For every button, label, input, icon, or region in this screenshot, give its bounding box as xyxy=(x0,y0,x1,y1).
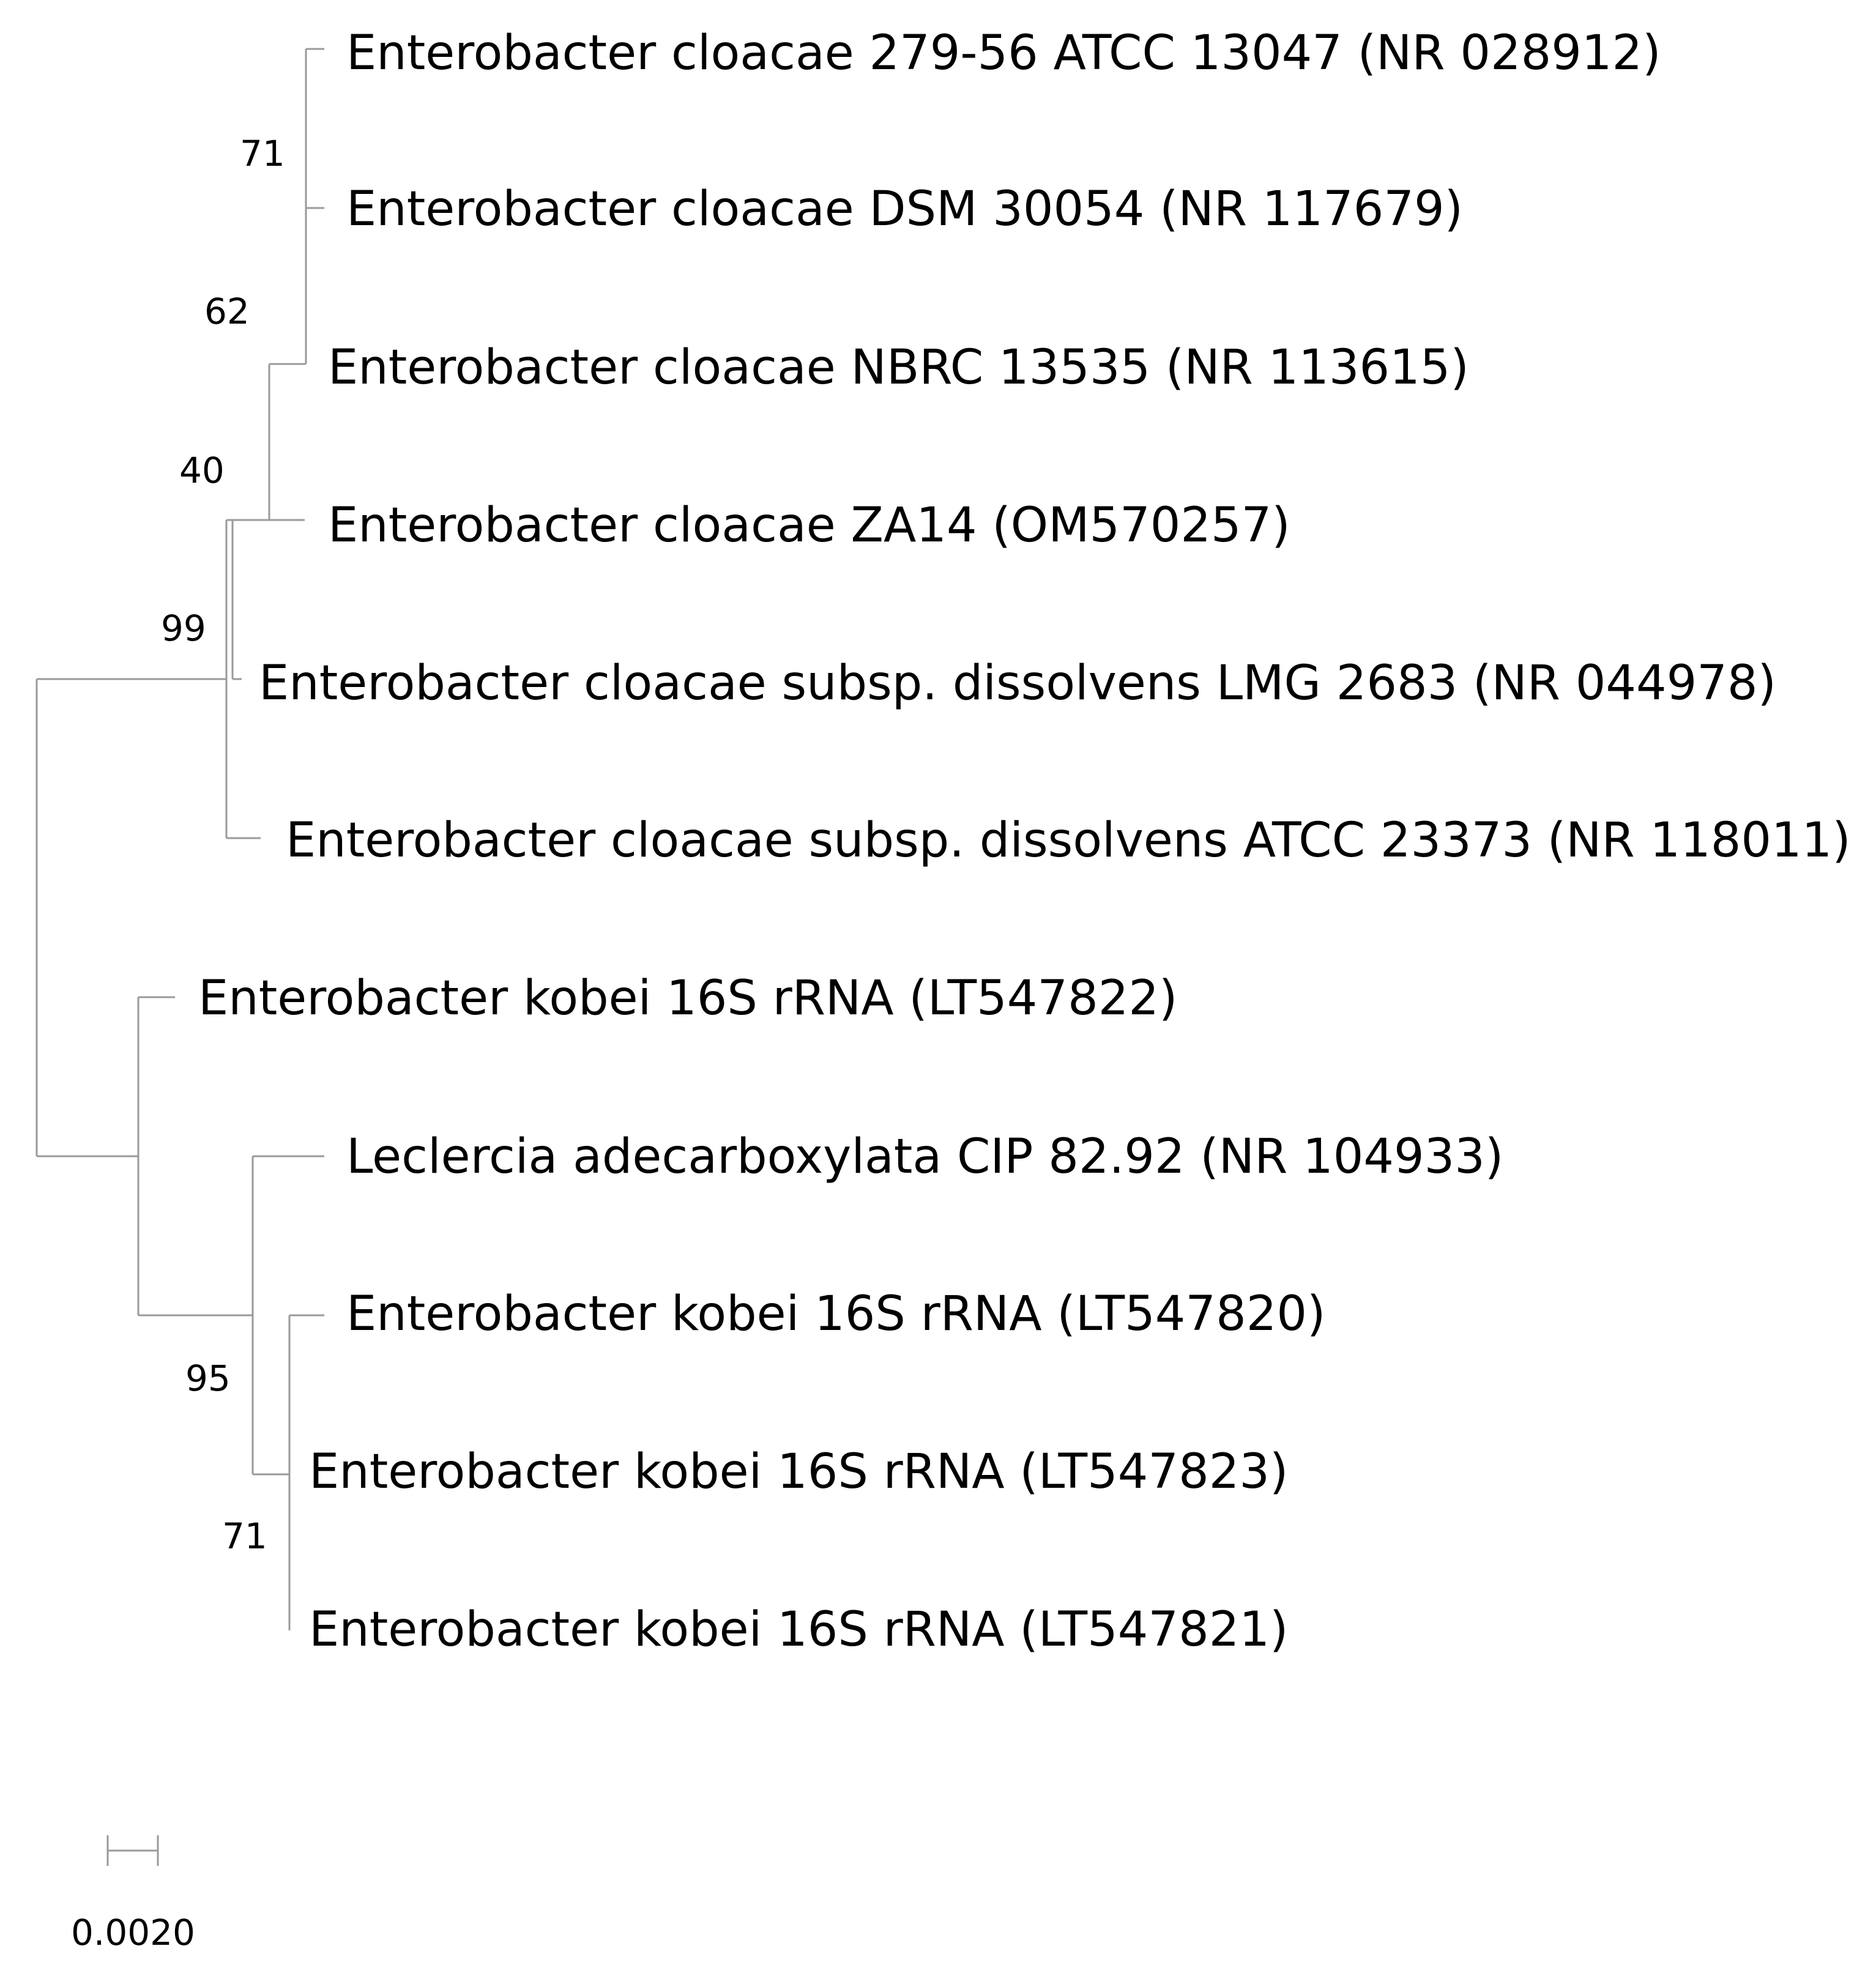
bootstrap-value: 99 xyxy=(161,607,206,649)
scale-bar-label: 0.0020 xyxy=(71,1912,195,1953)
bootstrap-value: 62 xyxy=(204,291,250,332)
bootstrap-value: 71 xyxy=(222,1515,267,1557)
taxon-label-cloacae-nbrc13535: Enterobacter cloacae NBRC 13535 (NR 113615) xyxy=(328,340,1469,395)
taxon-label-kobei-lt547821: Enterobacter kobei 16S rRNA (LT547821) xyxy=(309,1602,1289,1657)
taxon-label-cloacae-atcc13047: Enterobacter cloacae 279-56 ATCC 13047 (NR 028912) xyxy=(346,26,1661,81)
taxon-label-cloacae-dsm30054: Enterobacter cloacae DSM 30054 (NR 117679) xyxy=(346,182,1464,237)
taxon-label-leclercia-cip8292: Leclercia adecarboxylata CIP 82.92 (NR 104933) xyxy=(346,1129,1504,1184)
taxon-label-dissolvens-atcc23373: Enterobacter cloacae subsp. dissolvens ATCC 23373 (NR 118011) xyxy=(286,813,1851,868)
bootstrap-value: 40 xyxy=(179,450,225,491)
taxon-label-kobei-lt547823: Enterobacter kobei 16S rRNA (LT547823) xyxy=(309,1444,1289,1499)
taxon-label-dissolvens-lmg2683: Enterobacter cloacae subsp. dissolvens LMG 2683 (NR 044978) xyxy=(259,656,1776,711)
bootstrap-value: 95 xyxy=(185,1358,231,1399)
bootstrap-value: 71 xyxy=(240,133,285,174)
taxon-label-kobei-lt547820: Enterobacter kobei 16S rRNA (LT547820) xyxy=(346,1287,1326,1342)
taxon-label-kobei-lt547822: Enterobacter kobei 16S rRNA (LT547822) xyxy=(198,971,1178,1026)
taxon-label-cloacae-za14: Enterobacter cloacae ZA14 (OM570257) xyxy=(328,498,1290,553)
